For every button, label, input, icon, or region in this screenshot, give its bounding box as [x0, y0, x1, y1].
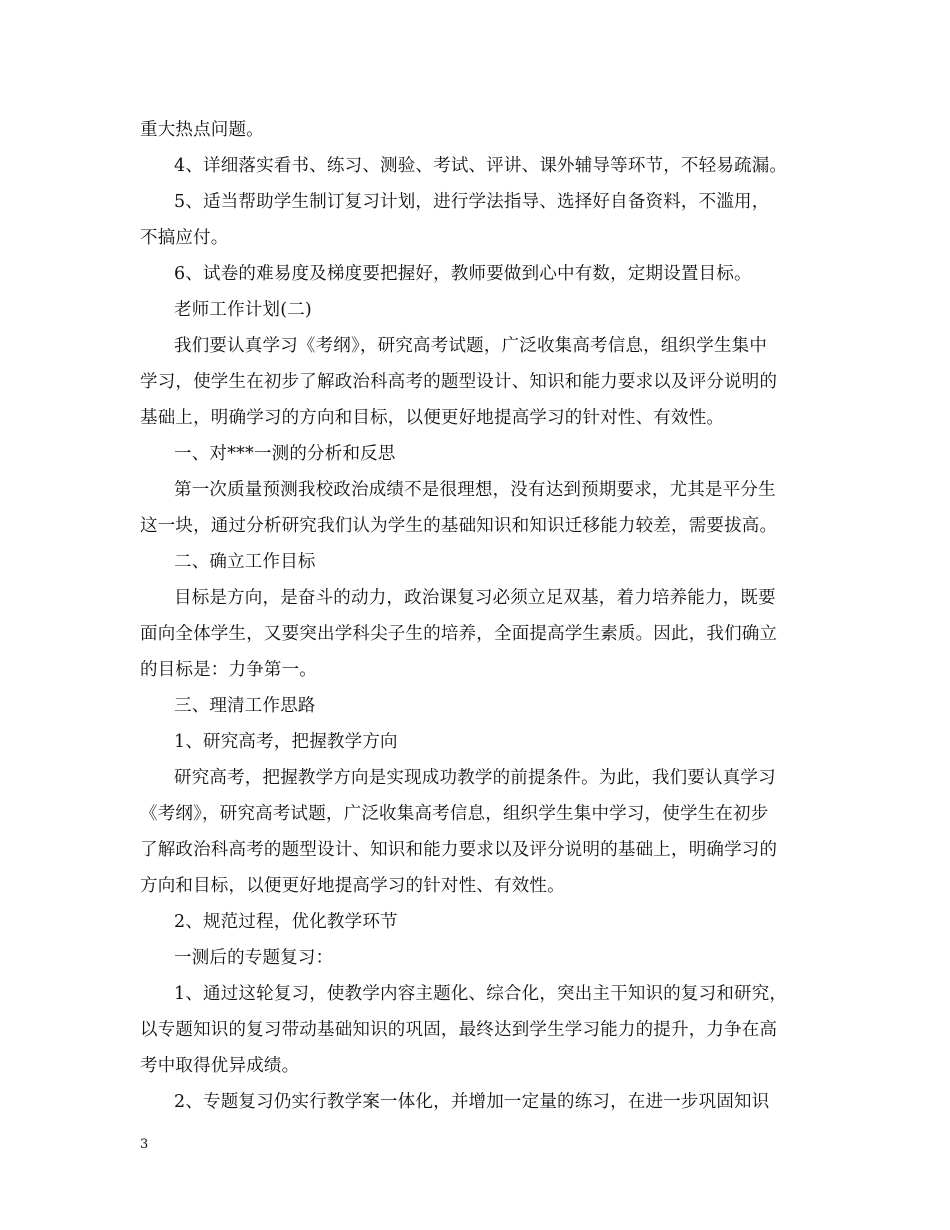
text-line-26: 以专题知识的复习带动基础知识的巩固，最终达到学生学习能力的提升，力争在高	[140, 1020, 778, 1040]
subsection-heading-3: 三、理清工作思路	[174, 696, 316, 716]
text-line-14: 目标是方向，是奋斗的动力，政治课复习必须立足双基，着力培养能力，既要	[174, 588, 776, 608]
subsection-heading-2: 二、确立工作目标	[174, 552, 316, 572]
section-heading: 老师工作计划(二)	[174, 300, 312, 320]
text-line-22: 方向和目标，以便更好地提高学习的针对性、有效性。	[140, 876, 565, 896]
text-line-1: 重大热点问题。	[140, 120, 264, 140]
text-line-24: 一测后的专题复习：	[174, 948, 334, 968]
text-line-7: 我们要认真学习《考纲》，研究高考试题，广泛收集高考信息，组织学生集中	[174, 336, 768, 356]
text-line-16: 的目标是：力争第一。	[140, 660, 317, 680]
item-heading-1: 1、研究高考，把握教学方向	[174, 732, 398, 752]
text-line-4: 不搞应付。	[140, 228, 229, 248]
text-line-21: 了解政治科高考的题型设计、知识和能力要求以及评分说明的基础上，明确学习的	[140, 840, 778, 860]
text-line-25: 1、通过这轮复习，使教学内容主题化、综合化，突出主干知识的复习和研究，	[174, 984, 788, 1004]
text-line-3: 5、适当帮助学生制订复习计划，进行学法指导、选择好自备资料，不滥用，	[174, 192, 770, 212]
text-line-15: 面向全体学生，又要突出学科尖子生的培养，全面提高学生素质。因此，我们确立	[140, 624, 778, 644]
text-line-2: 4、详细落实看书、练习、测验、考试、评讲、课外辅导等环节，不轻易疏漏。	[174, 156, 788, 176]
text-line-11: 第一次质量预测我校政治成绩不是很理想，没有达到预期要求，尤其是平分生	[174, 480, 776, 500]
text-line-20: 《考纲》，研究高考试题，广泛收集高考信息，组织学生集中学习，使学生在初步	[140, 804, 769, 824]
text-line-8: 学习，使学生在初步了解政治科高考的题型设计、知识和能力要求以及评分说明的	[140, 372, 778, 392]
text-line-5: 6、试卷的难易度及梯度要把握好，教师要做到心中有数，定期设置目标。	[174, 264, 752, 284]
text-line-27: 考中取得优异成绩。	[140, 1056, 300, 1076]
text-line-19: 研究高考，把握教学方向是实现成功教学的前提条件。为此，我们要认真学习	[174, 768, 776, 788]
text-line-9: 基础上，明确学习的方向和目标，以便更好地提高学习的针对性、有效性。	[140, 408, 725, 428]
document-body	[140, 112, 812, 1120]
text-line-12: 这一块，通过分析研究我们认为学生的基础知识和知识迁移能力较差，需要拔高。	[140, 516, 778, 536]
subsection-heading-1: 一、对***一测的分析和反思	[174, 444, 396, 464]
item-heading-2: 2、规范过程，优化教学环节	[174, 912, 398, 932]
page-number: 3	[140, 1137, 149, 1152]
text-line-28: 2、专题复习仍实行教学案一体化，并增加一定量的练习，在进一步巩固知识	[174, 1092, 770, 1112]
